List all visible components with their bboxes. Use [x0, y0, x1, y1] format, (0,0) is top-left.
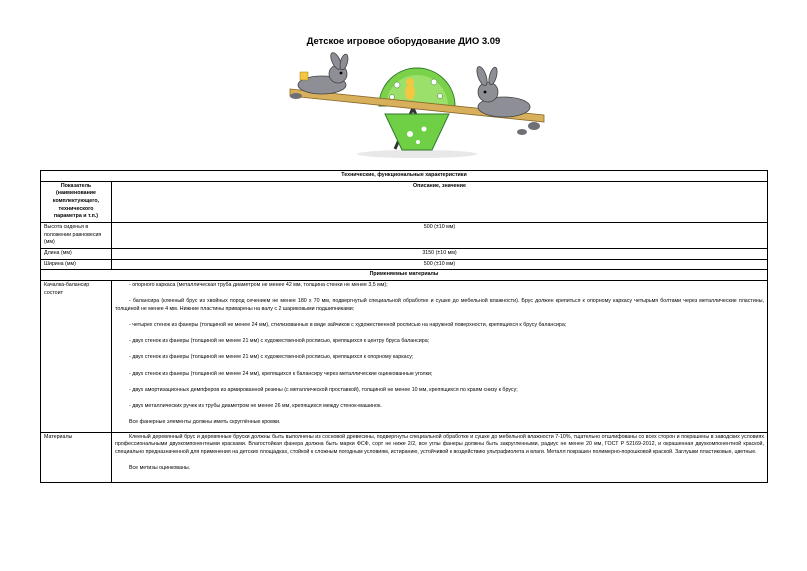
component-item: - двух стенок из фанеры (толщиной не менее 24 мм), крепящихся к балансиру через металлические оцинкованные уголки; — [129, 370, 433, 377]
component-item: - двух амортизационных демпферов из армированной резины (с металлической проставкой), толщиной не менее 10 мм, крепящихся по краям снизу к брусу; — [129, 386, 518, 393]
component-name: Качалка-балансир состоит — [41, 281, 112, 433]
spec-table — [40, 170, 768, 483]
table-row — [41, 432, 768, 483]
table-row — [41, 249, 768, 260]
table-row — [41, 223, 768, 249]
seesaw-illustration — [282, 52, 552, 162]
component-item: Все фанерные элементы должны иметь скруглённые кромки. — [129, 419, 281, 426]
page-title: Детское игровое оборудование ДИО 3.09 — [306, 36, 501, 47]
component-item: - балансира (клееный брус из хвойных пород сечением не менее 180 x 70 мм, подвергнутый специальной обработке и сушке до мебельной влажности). Брус должен крепиться к опорному каркасу четырьмя болтами через металлические пластины, толщиной не менее 4 мм. Нижние пластины приварены на валу с 2 шариковыми подшипниками; — [115, 298, 764, 312]
materials-text: Клееный деревянный брус и деревянные бруски должны быть выполнены из сосновой древесины, подвергнуты специальной обработке и сушке до мебельной влажности 7-10%, тщательно отшлифованы со всех сторон и покрашены в заводских условиях профессиональными двухкомпонентными красками. Влагостойкая фанера должна быть марки ФСФ, сорт не ниже 2/2, все углы фанеры должны быть закругленными, радиус не менее 20 мм, ГОСТ Р 52169-2012, и окрашенная двухкомпонентной краской, специально предназначенной для применения на детских площадках, стойкой к сложным погодным условиям, истиранию, устойчивой к воздействию ультрафиолета и влаги. Металл покрашен полимерно-порошковой краской. Заглушки пластиковые, цветные. — [115, 433, 764, 456]
spec-value: 500 (±10 мм) — [112, 259, 768, 270]
component-item: - двух стенок из фанеры (толщиной не менее 21 мм) с художественной росписью, крепящихся к опорному каркасу; — [129, 354, 414, 361]
section-materials: Применяемые материалы — [41, 270, 768, 281]
right-bunny — [475, 65, 540, 135]
header-indicator: Показатель (наименование комплектующего, технического параметра и т.п.) — [41, 181, 112, 222]
spec-value: 500 (±10 мм) — [112, 223, 768, 249]
table-row — [41, 259, 768, 270]
spec-name: Длина (мм) — [41, 249, 112, 260]
component-item: - двух металлических ручек из трубы диаметром не менее 26 мм, крепящихся между стенок-машинок. — [129, 402, 382, 409]
lower-panel — [385, 114, 449, 150]
materials-note: Все метизы оцинкованы. — [129, 465, 191, 472]
spec-name: Ширина (мм) — [41, 259, 112, 270]
section-technical: Технические, функциональные характеристики — [41, 171, 768, 182]
materials-name: Материалы — [41, 432, 112, 483]
component-item: - четырех стенок из фанеры (толщиной не менее 24 мм), стилизованных в виде зайчиков с художественной росписью на наружной поверхности, крепящихся к брусу балансира; — [129, 322, 567, 329]
table-row — [41, 281, 768, 433]
component-description — [112, 281, 768, 433]
spec-name: Высота сиденья в положении равновесия (мм) — [41, 223, 112, 249]
spec-value: 3150 (±10 мм) — [112, 249, 768, 260]
component-item: - опорного каркаса (металлическая труба диаметром не менее 42 мм, толщина стенки не менее 3,5 мм); — [129, 282, 388, 289]
materials-description — [112, 432, 768, 483]
header-description: Описание, значение — [112, 181, 768, 222]
component-item: - двух стенок из фанеры (толщиной не менее 21 мм) с художественной росписью, крепящихся к центру бруса балансира; — [129, 338, 430, 345]
